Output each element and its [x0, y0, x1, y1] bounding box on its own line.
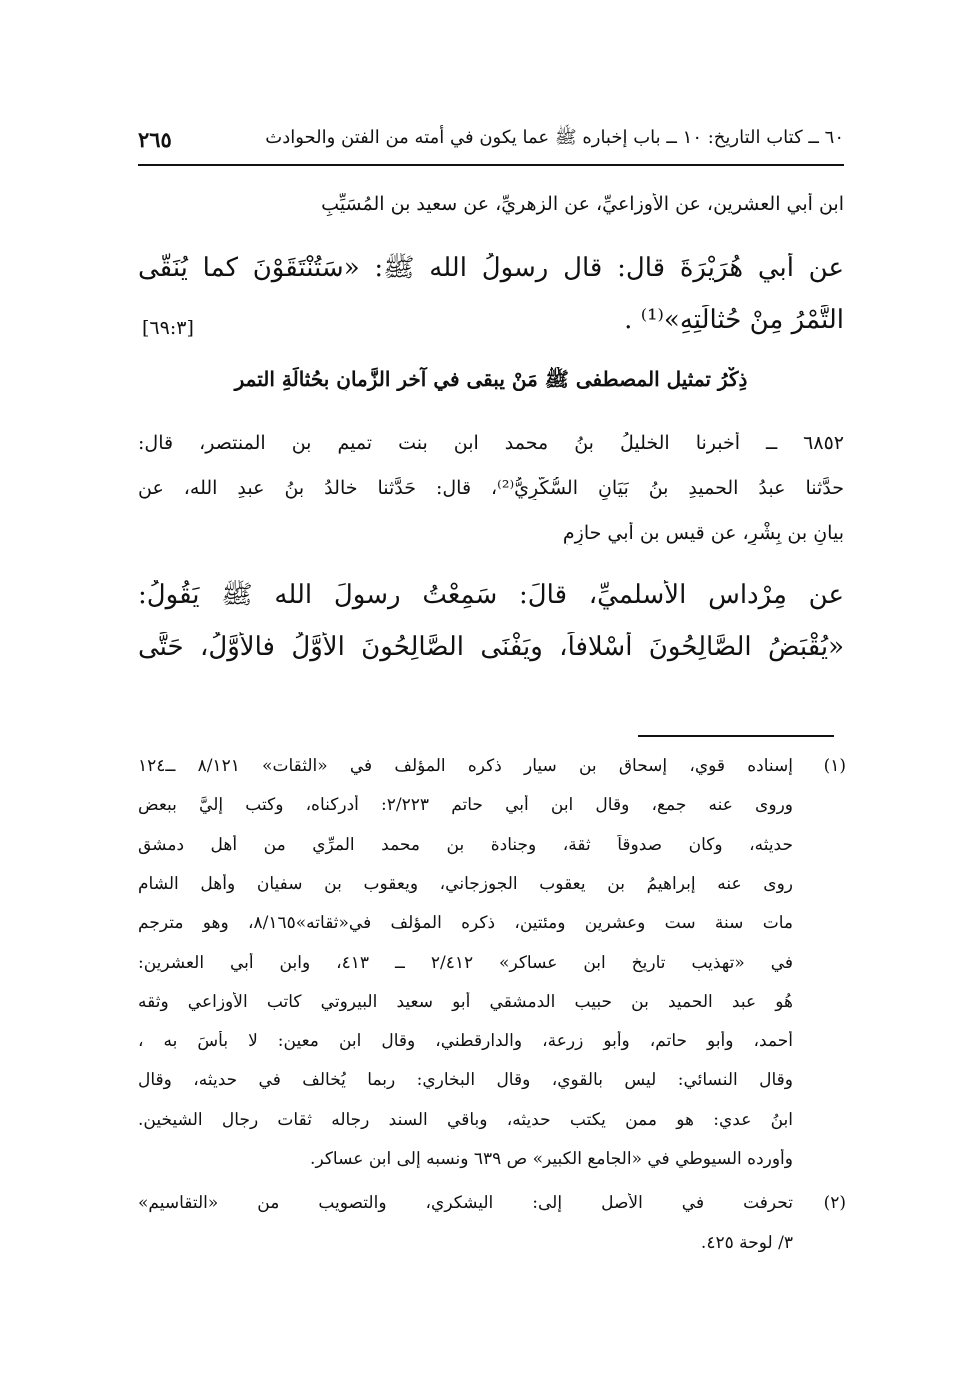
footnote-1-line: مات سنة ست وعشرين ومئتين، ذكره المؤلف في«ثقاته»٨/١٦٥، وهو مترجم	[138, 913, 793, 934]
footnote-1-line: في «تهذيب تاريخ ابن عساكر» ٢/٤١٢ ــ ٤١٣، وابن أبي العشرين:	[138, 952, 793, 973]
header-rule	[138, 164, 844, 166]
section-heading: ذِكْرُ تمثيل المصطفى ﷺ مَنْ يبقى في آخرِ الزَّمانِ بحُثالَةِ التمر	[234, 367, 748, 391]
footnote-2-line: تحرفت في الأصل إلى: اليشكري، والتصويب من «التقاسيم»	[138, 1193, 793, 1213]
text-line-5: حدَّثنا عبدُ الحميدِ بنُ بَيَانٍ السُّكَّرِيُّ⁽²⁾، قال: حَدَّثنا خالدُ بنُ عبدِ الله، عن	[138, 477, 844, 499]
running-header	[138, 120, 844, 158]
text-line-3: التَّمْرُ مِنْ حُثالَتِهِ»⁽¹⁾ .	[624, 305, 844, 335]
page-number: ٢٦٥	[138, 126, 172, 152]
running-header-title: ٦٠ ــ كتاب التاريخ: ١٠ ــ باب إخباره ﷺ عما يكون في أمته من الفتن والحوادث	[265, 127, 844, 148]
footnote-1-line: أحمد، وأبو حاتم، وأبو زرعة، والدارقطني، وقال ابن معين: لا بأسَ به ،	[138, 1031, 793, 1052]
text-line-1: ابن أبي العشرين، عن الأوزاعيِّ، عن الزهريِّ، عن سعيد بن المُسَيِّبِ	[321, 193, 844, 215]
footnote-1-line: وأورده السيوطي في «الجامع الكبير» ص ٦٣٩ ونسبه إلى ابن عساكر.	[310, 1149, 793, 1169]
footnote-separator	[638, 735, 834, 737]
footnote-2-number: (٢)	[823, 1193, 846, 1213]
footnote-1-line: حديثه، وكان صدوقاً ثقة، وجنادة بن محمد المرِّي من أهل دمشق	[138, 834, 793, 855]
footnote-1-line: وروى عنه جمع، وقال ابن أبي حاتم ٢/٢٢٣: أدركناه، وكتب إليَّ ببعض	[138, 795, 793, 816]
footnote-1-line: روى عنه إبراهيمُ بن يعقوب الجوزجاني، ويعقوب بن سفيان وأهل الشام	[138, 873, 793, 894]
text-line-8: «يُقْبَضُ الصَّالِحُونَ أَسْلافاً، ويَفْنَى الصَّالِحُونَ الأَوَّلُ فالأَوَّلُ، حَتَّى	[138, 632, 844, 662]
footnote-1-line: ابنُ عدي: هو ممن يكتب حديثه، وباقي السند رجاله ثقات رجال الشيخين.	[138, 1109, 793, 1130]
text-line-7: عن مِرْداسٍ الأسلميِّ، قالَ: سَمِعْتُ رسولَ الله ﷺ يَقُولُ:	[138, 580, 844, 610]
text-line-2: عن أبي هُرَيْرَةَ قال: قال رسولُ الله ﷺ: «سَتُنْتَقَوْنَ كما يُنَقَّى	[138, 253, 844, 283]
footnote-1-line: هُو عبد الحميد بن حبيب الدمشقي أبو سعيد البيروتي كاتب الأوزاعي وثقه	[138, 991, 793, 1012]
footnote-1-line: وقال النسائي: ليس بالقوي، وقال البخاري: ربما يُخالف في حديثه، وقال	[138, 1070, 793, 1091]
text-line-4: ٦٨٥٢ ــ أخبرنا الخليلُ بنُ محمد ابن بنت تميم بن المنتصر، قال:	[138, 432, 844, 454]
source-reference: [٦٩:٣]	[142, 317, 194, 339]
text-line-6: بيانِ بن بِشْرٍ، عن قيسِ بنِ أبي حازِمٍ	[562, 522, 844, 544]
footnote-1-line: إسناده قوي، إسحاق بن سيار ذكره المؤلف في «الثقات» ٨/١٢١ ــ١٢٤	[138, 756, 793, 776]
footnote-1-number: (١)	[823, 756, 846, 776]
footnote-2-line: ٣/ لوحة ٤٢٥.	[700, 1233, 793, 1253]
